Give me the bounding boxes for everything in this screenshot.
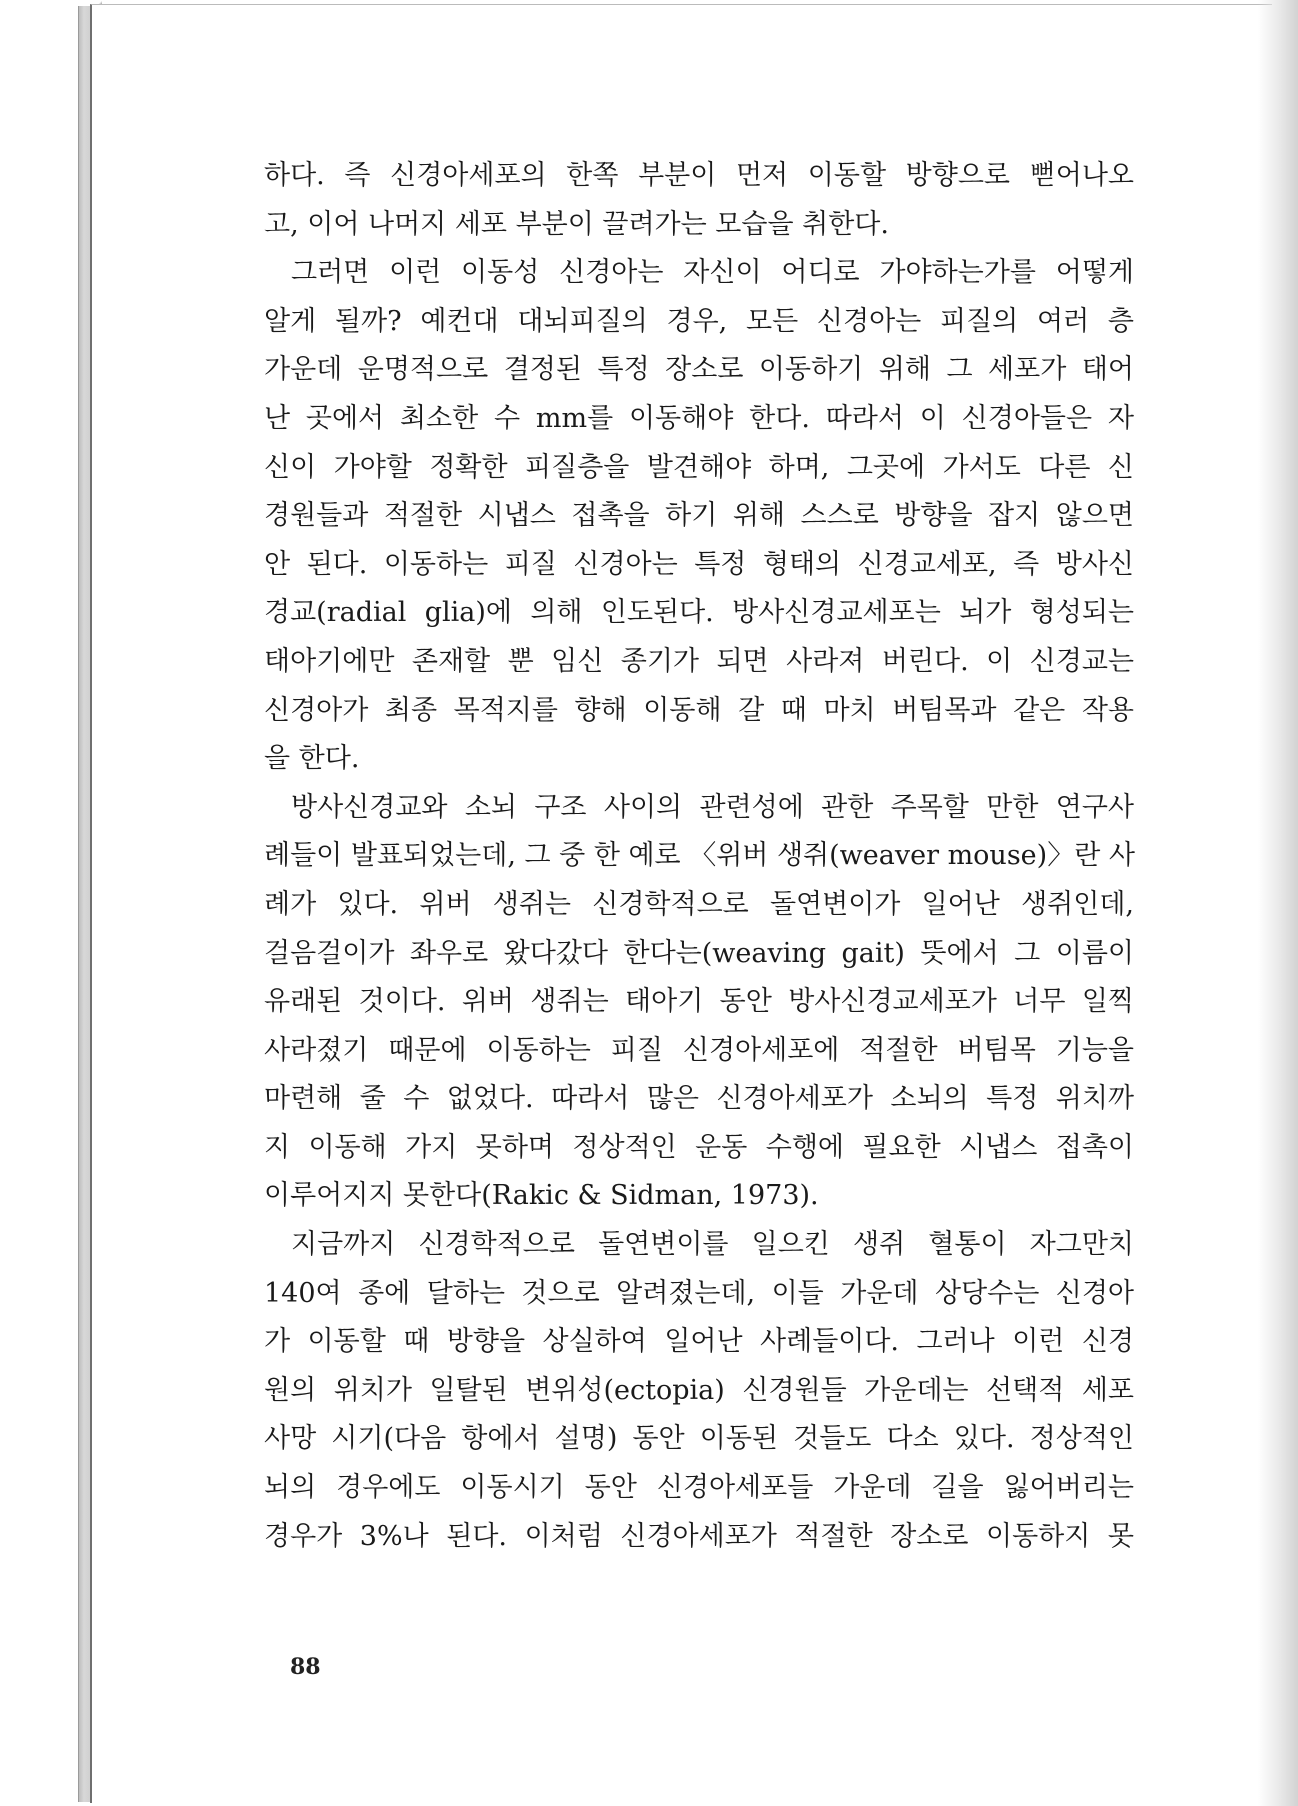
- text-line: 가운데 운명적으로 결정된 특정 장소로 이동하기 위해 그 세포가 태어: [264, 354, 1134, 386]
- text-line: 원의 위치가 일탈된 변위성(ectopia) 신경원들 가운데는 선택적 세포: [264, 1374, 1134, 1406]
- text-line: 태아기에만 존재할 뿐 임신 종기가 되면 사라져 버린다. 이 신경교는: [264, 645, 1134, 677]
- text-line: 유래된 것이다. 위버 생쥐는 태아기 동안 방사신경교세포가 너무 일찍: [264, 986, 1134, 1018]
- text-line: 안 된다. 이동하는 피질 신경아는 특정 형태의 신경교세포, 즉 방사신: [264, 548, 1134, 580]
- paragraph-2: [264, 249, 1134, 784]
- text-line: 이루어지지 못한다(Rakic & Sidman, 1973).: [264, 1180, 819, 1212]
- text-line: 난 곳에서 최소한 수 mm를 이동해야 한다. 따라서 이 신경아들은 자: [264, 402, 1134, 434]
- text-line: 뇌의 경우에도 이동시기 동안 신경아세포들 가운데 길을 잃어버리는: [264, 1472, 1134, 1504]
- text-line: 신경아가 최종 목적지를 향해 이동해 갈 때 마치 버팀목과 같은 작용: [264, 694, 1134, 726]
- text-line: 방사신경교와 소뇌 구조 사이의 관련성에 관한 주목할 만한 연구사: [291, 791, 1134, 823]
- text-line: 마련해 줄 수 없었다. 따라서 많은 신경아세포가 소뇌의 특정 위치까: [264, 1083, 1134, 1115]
- text-line: 지 이동해 가지 못하며 정상적인 운동 수행에 필요한 시냅스 접촉이: [264, 1131, 1134, 1163]
- page-number: 88: [290, 1654, 321, 1680]
- text-line: 사망 시기(다음 항에서 설명) 동안 이동된 것들도 다소 있다. 정상적인: [264, 1423, 1134, 1455]
- text-line: 신이 가야할 정확한 피질층을 발견해야 하며, 그곳에 가서도 다른 신: [264, 451, 1134, 483]
- text-line: 걸음걸이가 좌우로 왔다갔다 한다는(weaving gait) 뜻에서 그 이름이: [264, 937, 1134, 969]
- text-line: 알게 될까? 예컨대 대뇌피질의 경우, 모든 신경아는 피질의 여러 층: [264, 305, 1134, 337]
- paragraph-1: [264, 152, 1134, 249]
- text-line: 경교(radial glia)에 의해 인도된다. 방사신경교세포는 뇌가 형성되는: [264, 597, 1134, 629]
- text-line: 그러면 이런 이동성 신경아는 자신이 어디로 가야하는가를 어떻게: [291, 257, 1134, 289]
- text-line: 하다. 즉 신경아세포의 한쪽 부분이 먼저 이동할 방향으로 뻗어나오: [264, 160, 1134, 191]
- text-line: 지금까지 신경학적으로 돌연변이를 일으킨 생쥐 혈통이 자그만치: [291, 1229, 1134, 1261]
- text-line: 례가 있다. 위버 생쥐는 신경학적으로 돌연변이가 일어난 생쥐인데,: [264, 888, 1134, 920]
- body-text: [264, 152, 1134, 1561]
- text-line: 례들이 발표되었는데, 그 중 한 예로 〈위버 생쥐(weaver mouse)〉란 사: [264, 840, 1135, 872]
- text-line: 경원들과 적절한 시냅스 접촉을 하기 위해 스스로 방향을 잡지 않으면: [264, 500, 1134, 532]
- text-line: 고, 이어 나머지 세포 부분이 끌려가는 모습을 취한다.: [264, 208, 889, 240]
- text-line: 경우가 3%나 된다. 이처럼 신경아세포가 적절한 장소로 이동하지 못: [264, 1520, 1134, 1552]
- text-line: 사라졌기 때문에 이동하는 피질 신경아세포에 적절한 버팀목 기능을: [264, 1034, 1134, 1066]
- text-line: 140여 종에 달하는 것으로 알려졌는데, 이들 가운데 상당수는 신경아: [264, 1277, 1134, 1309]
- page-shadow: [1258, 0, 1298, 1806]
- text-line: 가 이동할 때 방향을 상실하여 일어난 사례들이다. 그러나 이런 신경: [264, 1326, 1134, 1358]
- paragraph-4: [264, 1221, 1134, 1561]
- paragraph-3: [264, 784, 1134, 1221]
- text-line: 을 한다.: [264, 743, 360, 775]
